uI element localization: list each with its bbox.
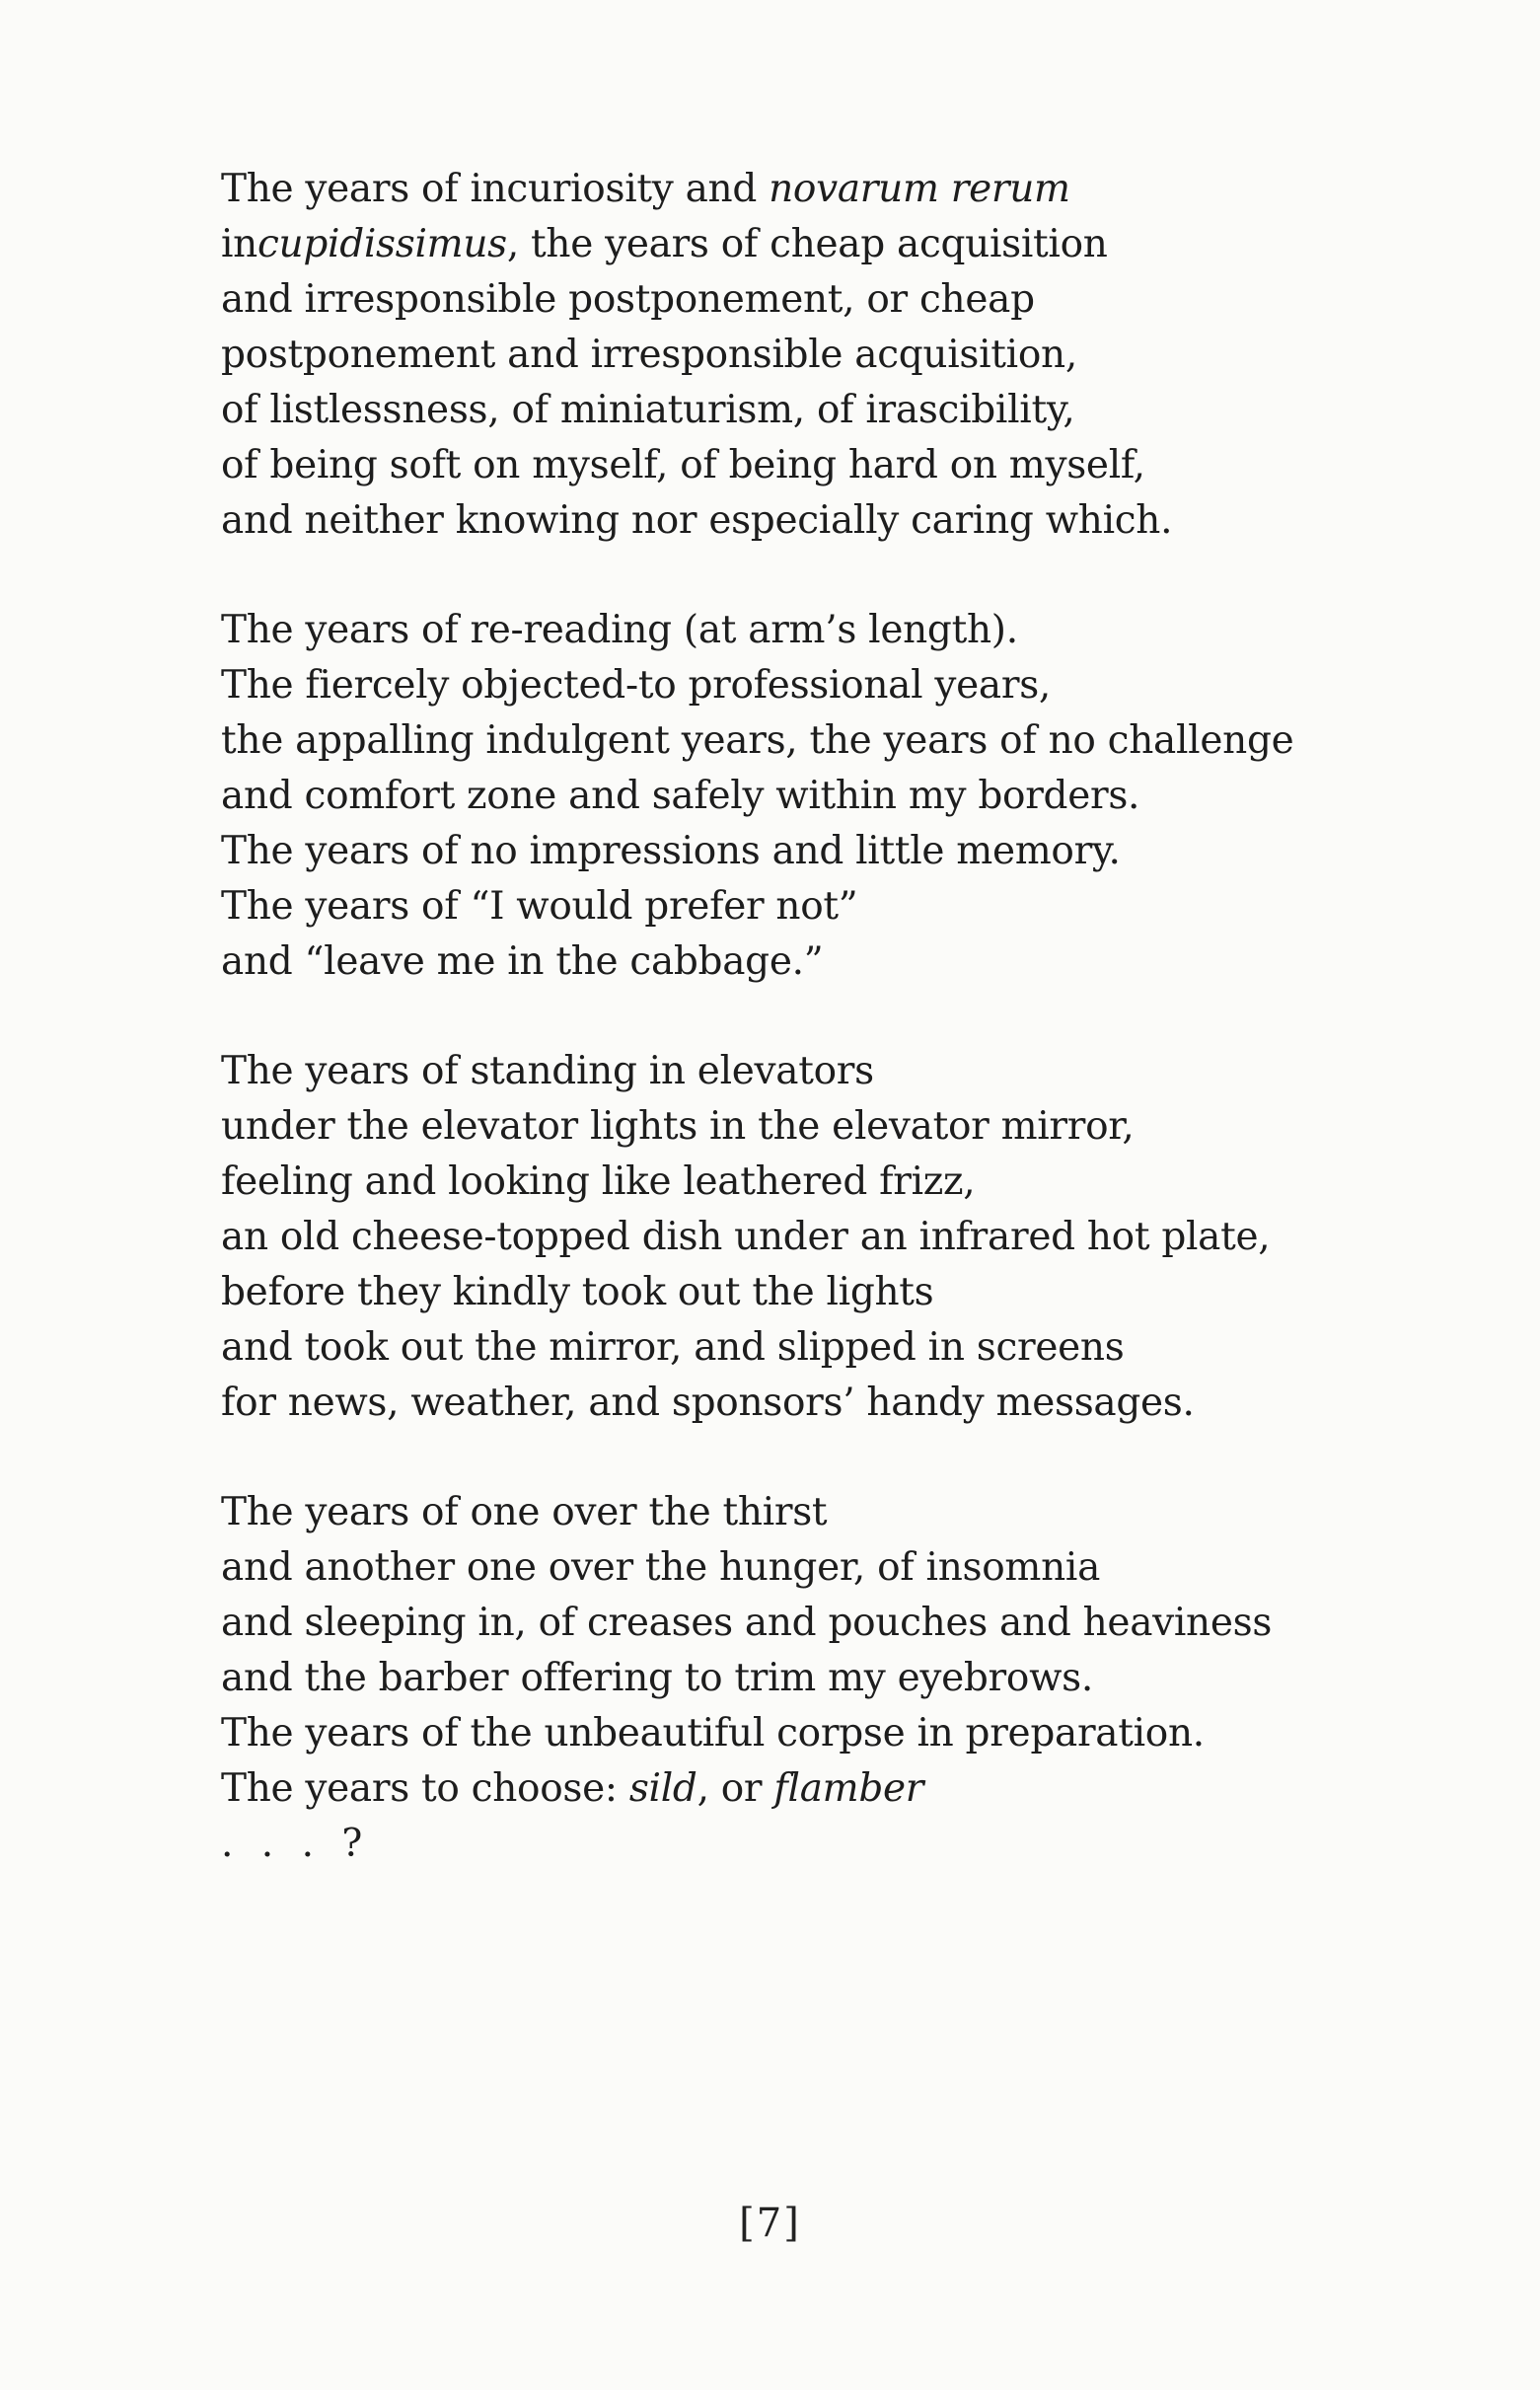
poem-line: of listlessness, of miniaturism, of irascibility,	[221, 388, 1075, 432]
stanza-4	[221, 1485, 1326, 1872]
poem-line: The years of no impressions and little memory.	[221, 829, 1121, 873]
poem-line: before they kindly took out the lights	[221, 1270, 934, 1314]
poem-line: and comfort zone and safely within my borders.	[221, 774, 1140, 818]
poem-body	[221, 162, 1326, 1926]
poem-line: The years of re-reading (at arm’s length).	[221, 608, 1018, 652]
poem-line: and “leave me in the cabbage.”	[221, 939, 824, 984]
stanza-1	[221, 162, 1326, 549]
page-number: [7]	[739, 2201, 801, 2246]
poem-line: The years of standing in elevators	[221, 1049, 874, 1093]
poem-line: and sleeping in, of creases and pouches and heaviness	[221, 1601, 1273, 1645]
poem-line: and irresponsible postponement, or cheap	[221, 277, 1035, 322]
poem-ellipsis: . . . ?	[221, 1822, 371, 1866]
poem-line: feeling and looking like leathered frizz,	[221, 1159, 976, 1204]
poem-line: The years of the unbeautiful corpse in preparation.	[221, 1711, 1205, 1755]
poem-line: incupidissimus, the years of cheap acquisition	[221, 222, 1108, 266]
poem-line: and took out the mirror, and slipped in screens	[221, 1325, 1125, 1370]
poem-line: and another one over the hunger, of insomnia	[221, 1545, 1101, 1590]
poem-line: The years of one over the thirst	[221, 1490, 828, 1534]
poem-line: for news, weather, and sponsors’ handy messages.	[221, 1381, 1195, 1425]
poem-line: the appalling indulgent years, the years of no challenge	[221, 718, 1294, 763]
poem-final-line: The years to choose: sild, or flamber	[221, 1766, 924, 1811]
poem-line: and the barber offering to trim my eyebrows.	[221, 1656, 1093, 1700]
poem-line: under the elevator lights in the elevator mirror,	[221, 1104, 1135, 1149]
poem-line: The fiercely objected-to professional years,	[221, 663, 1052, 708]
poem-line: The years of “I would prefer not”	[221, 884, 858, 929]
poem-line: and neither knowing nor especially caring which.	[221, 498, 1173, 543]
stanza-3	[221, 1044, 1326, 1431]
poem-line: of being soft on myself, of being hard on myself,	[221, 443, 1145, 487]
poem-line: an old cheese-topped dish under an infrared hot plate,	[221, 1215, 1271, 1259]
poem-line: The years of incuriosity and novarum rerum	[221, 167, 1070, 211]
poem-line: postponement and irresponsible acquisition,	[221, 333, 1077, 377]
stanza-2	[221, 603, 1326, 990]
